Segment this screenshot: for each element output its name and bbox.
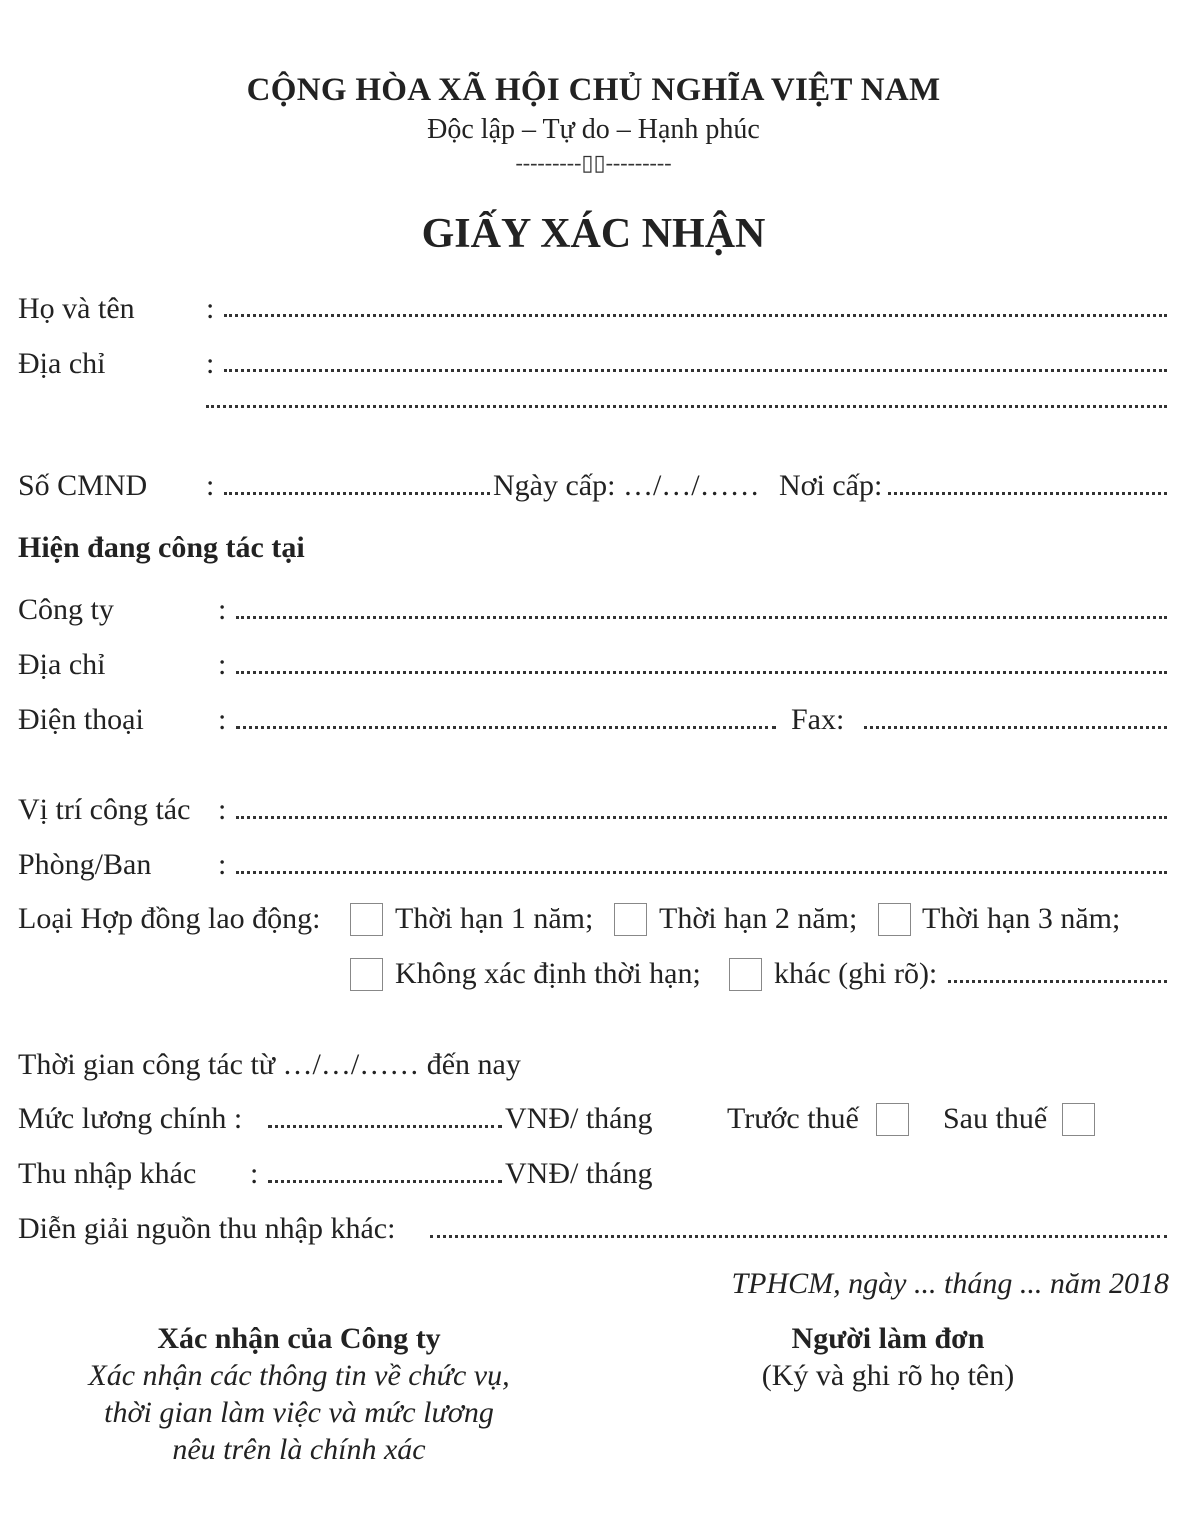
- work-period-text: Thời gian công tác từ …/…/…… đến nay: [18, 1048, 521, 1081]
- contract-1-year-label: Thời hạn 1 năm;: [395, 902, 594, 935]
- company-confirm-line-1: Xác nhận các thông tin về chức vụ,: [88, 1359, 510, 1392]
- fax-field[interactable]: [864, 726, 1167, 729]
- contract-other-field[interactable]: [948, 980, 1167, 983]
- phone-field[interactable]: [236, 726, 776, 729]
- company-confirm-line-3: nêu trên là chính xác: [172, 1433, 426, 1466]
- after-tax-checkbox[interactable]: [1062, 1103, 1095, 1136]
- company-label: Công ty: [18, 593, 114, 626]
- contract-2-year-label: Thời hạn 2 năm;: [659, 902, 858, 935]
- applicant-title: Người làm đơn: [791, 1322, 985, 1355]
- colon: :: [206, 292, 215, 325]
- department-field[interactable]: [236, 871, 1167, 874]
- colon: :: [218, 648, 227, 681]
- salary-label: Mức lương chính :: [18, 1102, 243, 1135]
- name-label: Họ và tên: [18, 292, 135, 325]
- other-income-source-field[interactable]: [430, 1235, 1167, 1238]
- contract-2-year-checkbox[interactable]: [614, 903, 647, 936]
- contract-1-year-checkbox[interactable]: [350, 903, 383, 936]
- colon: :: [218, 703, 227, 736]
- colon: :: [206, 469, 215, 502]
- id-number-field[interactable]: [224, 492, 490, 495]
- separator-line: ---------▯▯---------: [515, 150, 672, 175]
- company-confirm-title: Xác nhận của Công ty: [157, 1322, 441, 1355]
- colon: :: [218, 848, 227, 881]
- position-field[interactable]: [236, 816, 1167, 819]
- issue-date-label: Ngày cấp: …/…/……: [493, 469, 760, 502]
- contract-indefinite-label: Không xác định thời hạn;: [395, 957, 701, 990]
- other-income-unit: VNĐ/ tháng: [505, 1157, 653, 1190]
- motto: Độc lập – Tự do – Hạnh phúc: [427, 114, 760, 145]
- contract-type-label: Loại Hợp đồng lao động:: [18, 902, 321, 935]
- page-title: GIẤY XÁC NHẬN: [421, 211, 766, 257]
- contract-other-label: khác (ghi rõ):: [774, 957, 938, 990]
- other-income-field[interactable]: [268, 1180, 502, 1183]
- fax-label: Fax:: [791, 703, 845, 736]
- contract-3-year-label: Thời hạn 3 năm;: [922, 902, 1121, 935]
- department-label: Phòng/Ban: [18, 848, 152, 881]
- address-field[interactable]: [224, 369, 1167, 372]
- salary-field[interactable]: [268, 1125, 502, 1128]
- company-address-field[interactable]: [236, 671, 1167, 674]
- company-confirm-line-2: thời gian làm việc và mức lương: [104, 1396, 494, 1429]
- before-tax-checkbox[interactable]: [876, 1103, 909, 1136]
- colon: :: [218, 793, 227, 826]
- address-field-line-2[interactable]: [206, 405, 1167, 408]
- issue-place-field[interactable]: [888, 492, 1167, 495]
- company-field[interactable]: [236, 616, 1167, 619]
- id-label: Số CMND: [18, 469, 148, 502]
- after-tax-label: Sau thuế: [943, 1102, 1048, 1135]
- colon: :: [218, 593, 227, 626]
- work-section-title: Hiện đang công tác tại: [18, 531, 305, 564]
- address-label: Địa chỉ: [18, 347, 106, 380]
- phone-label: Điện thoại: [18, 703, 144, 736]
- colon: :: [250, 1157, 259, 1190]
- colon: :: [206, 347, 215, 380]
- contract-indefinite-checkbox[interactable]: [350, 958, 383, 991]
- other-income-label: Thu nhập khác: [18, 1157, 197, 1190]
- applicant-signature-note: (Ký và ghi rõ họ tên): [761, 1359, 1015, 1392]
- contract-other-checkbox[interactable]: [729, 958, 762, 991]
- country-heading: CỘNG HÒA XÃ HỘI CHỦ NGHĨA VIỆT NAM: [246, 72, 941, 108]
- issue-place-label: Nơi cấp:: [779, 469, 883, 502]
- other-income-source-label: Diễn giải nguồn thu nhập khác:: [18, 1212, 396, 1245]
- contract-3-year-checkbox[interactable]: [878, 903, 911, 936]
- name-field[interactable]: [224, 314, 1167, 317]
- date-line: TPHCM, ngày ... tháng ... năm 2018: [731, 1267, 1169, 1300]
- salary-unit: VNĐ/ tháng: [505, 1102, 653, 1135]
- position-label: Vị trí công tác: [18, 793, 191, 826]
- company-address-label: Địa chỉ: [18, 648, 106, 681]
- before-tax-label: Trước thuế: [727, 1102, 859, 1135]
